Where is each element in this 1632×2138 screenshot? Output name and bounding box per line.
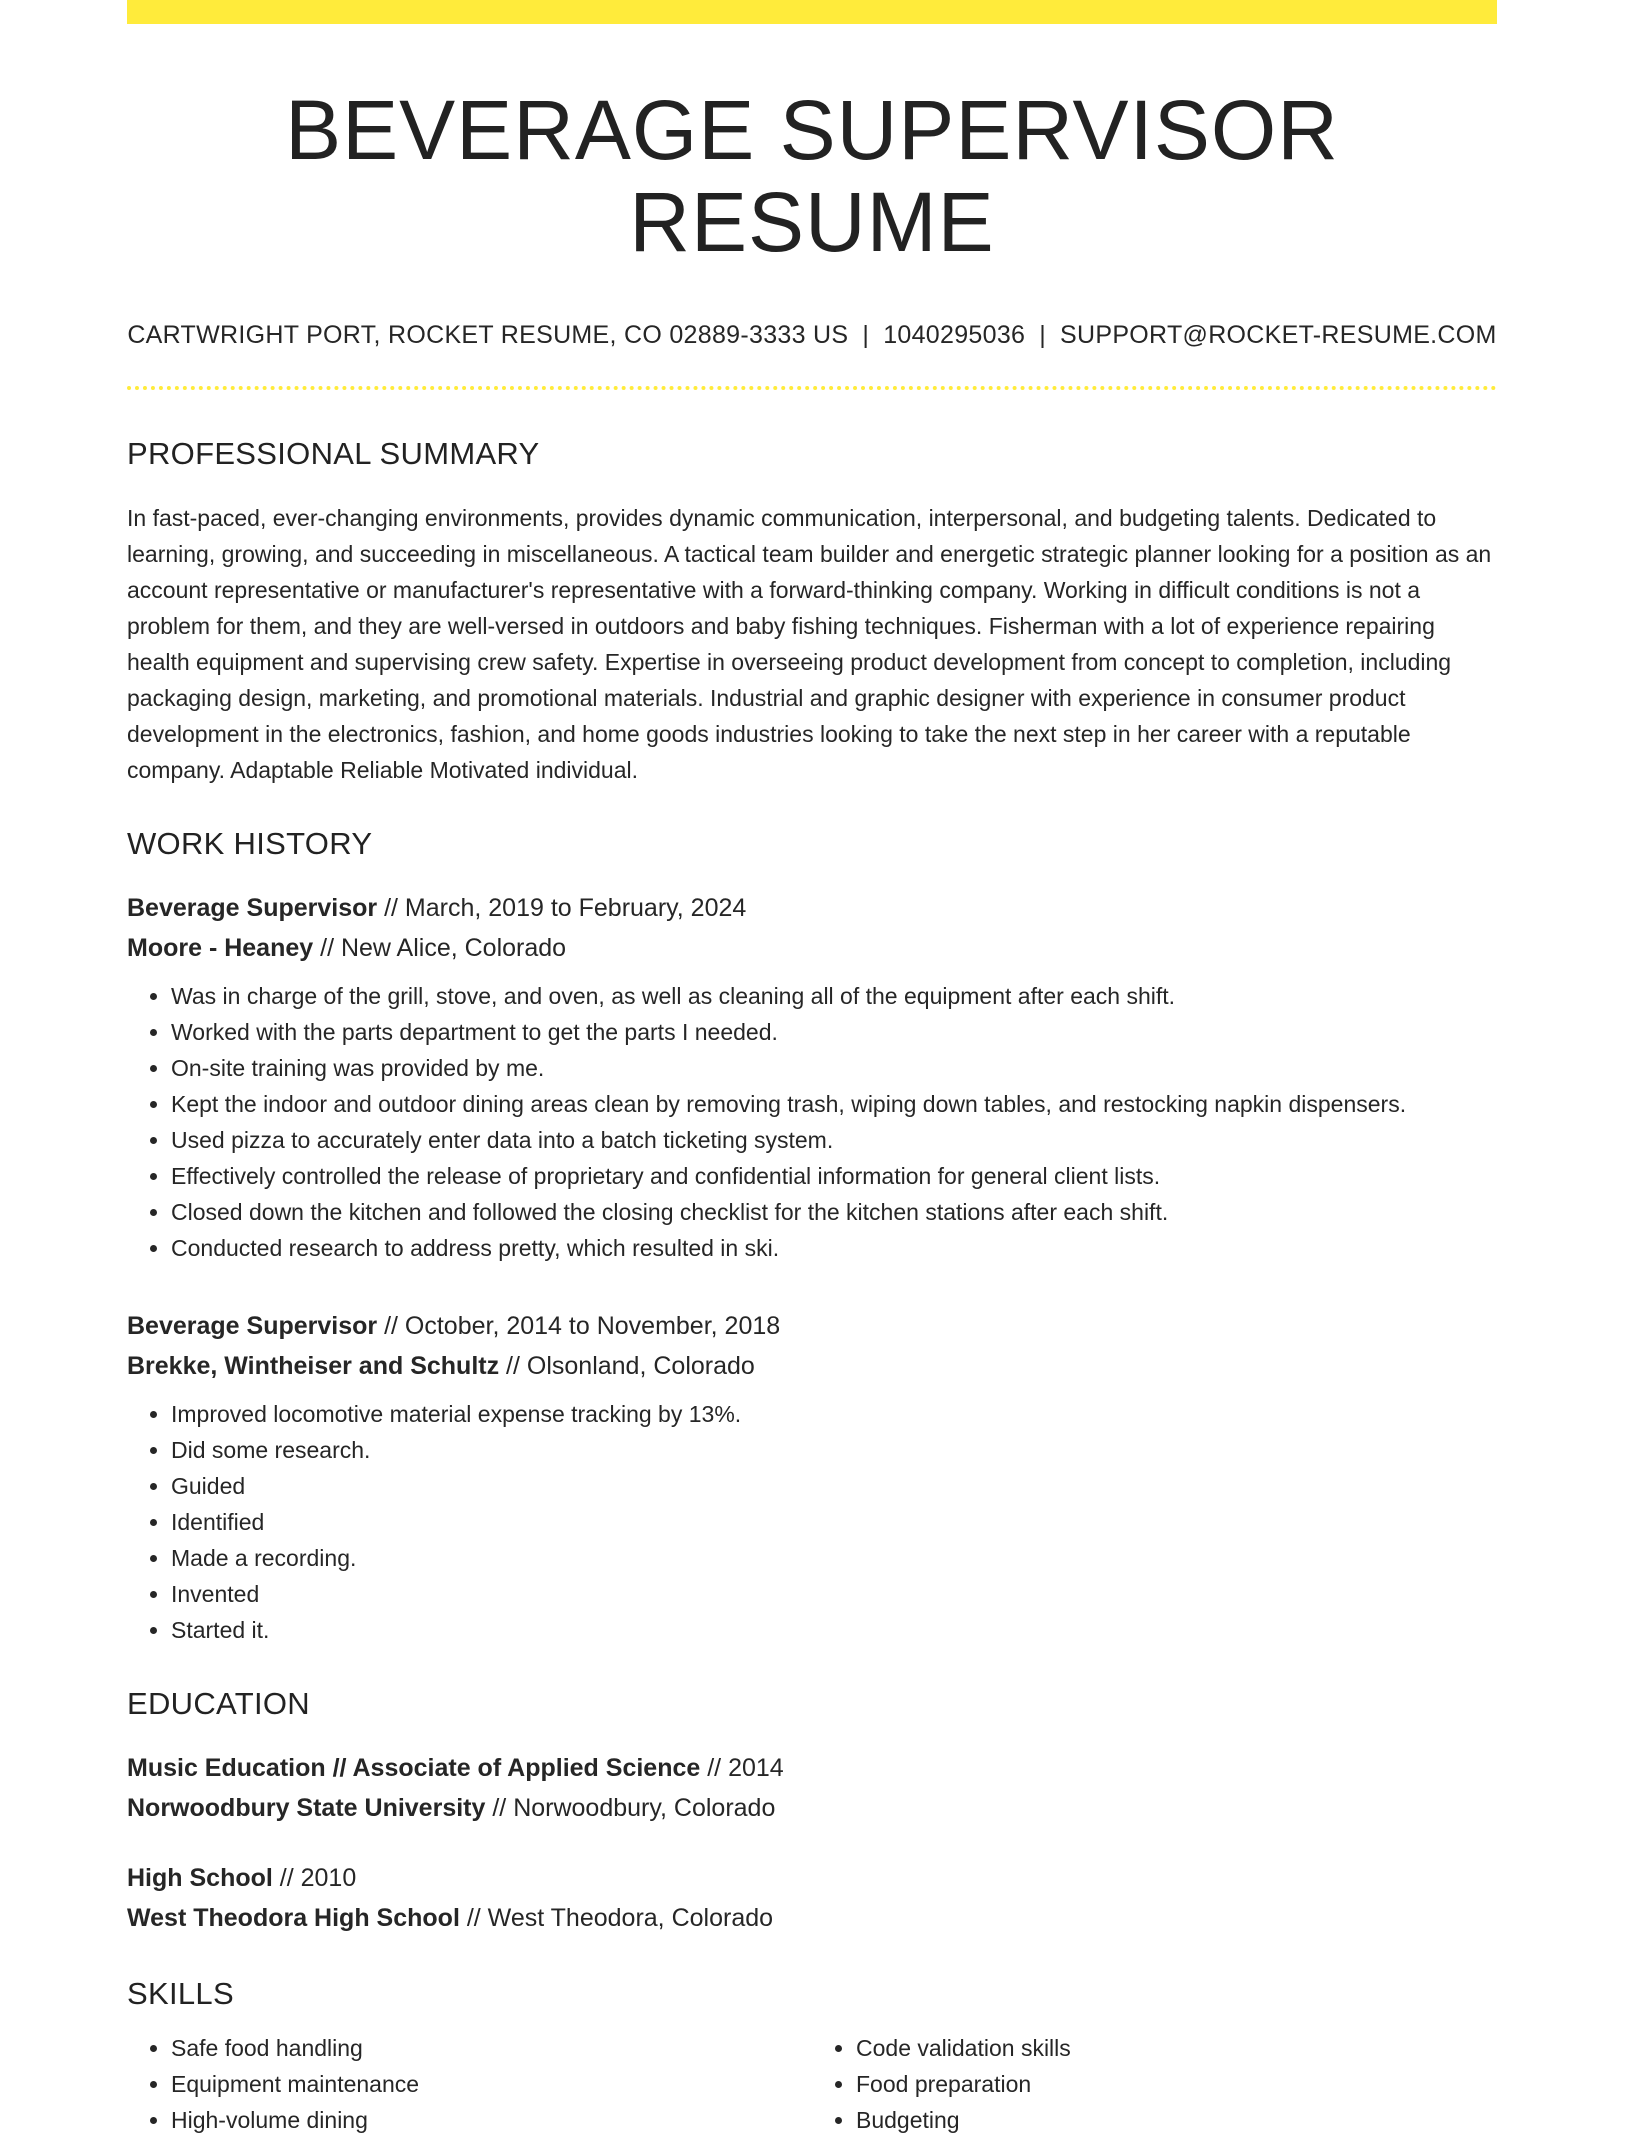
contact-email: SUPPORT@ROCKET-RESUME.COM (1060, 320, 1497, 349)
work-history-heading: WORK HISTORY (127, 825, 373, 861)
education-body (127, 1748, 1497, 1938)
education-location: // Norwoodbury, Colorado (485, 1793, 776, 1822)
job-bullet: • Effectively controlled the release of proprietary and confidential information for general client lists. (171, 1158, 1497, 1194)
job-bullet: • Kept the indoor and outdoor dining areas clean by removing trash, wiping down tables, and restocking napkin dispensers. (171, 1086, 1497, 1122)
education-location: // West Theodora, Colorado (459, 1903, 774, 1932)
job-bullets (127, 1396, 1497, 1648)
job-dates: // March, 2019 to February, 2024 (377, 893, 747, 922)
skill-item: • Safe food handling (171, 2030, 812, 2066)
work-history-body (127, 888, 1497, 1648)
job-bullet: • Invented (171, 1576, 1497, 1612)
education-year: // 2014 (700, 1753, 784, 1782)
job-title: Beverage Supervisor (127, 893, 378, 922)
job-bullet: • Worked with the parts department to get the parts I needed. (171, 1014, 1497, 1050)
resume-title: BEVERAGE SUPERVISOR RESUME (285, 83, 1339, 270)
contact-separator: | (862, 320, 870, 349)
job-company-line (127, 1346, 1497, 1386)
job-bullet: • Did some research. (171, 1432, 1497, 1468)
job-entry (127, 888, 1497, 1266)
education-school-line (127, 1898, 1497, 1938)
skill-item: • Equipment maintenance (171, 2066, 812, 2102)
job-bullet: • Started it. (171, 1612, 1497, 1648)
skill-item: • Food preparation (856, 2066, 1497, 2102)
job-bullet: • Was in charge of the grill, stove, and oven, as well as cleaning all of the equipment after each shift. (171, 978, 1497, 1014)
skills-section (127, 1976, 1497, 2138)
contact-separator: | (1039, 320, 1047, 349)
education-entry (127, 1858, 1497, 1938)
job-bullet: • Guided (171, 1468, 1497, 1504)
education-school: West Theodora High School (127, 1903, 460, 1932)
skill-item: • Budgeting (856, 2102, 1497, 2138)
skill-item: • Code validation skills (856, 2030, 1497, 2066)
contact-phone: 1040295036 (883, 320, 1026, 349)
education-degree-line (127, 1748, 1497, 1788)
job-company-line (127, 928, 1497, 968)
education-school: Norwoodbury State University (127, 1793, 486, 1822)
job-location: // Olsonland, Colorado (499, 1351, 755, 1380)
job-title-line (127, 888, 1497, 928)
job-bullet: • Closed down the kitchen and followed the closing checklist for the kitchen stations after each shift. (171, 1194, 1497, 1230)
skill-item: • High-volume dining (171, 2102, 812, 2138)
job-bullet: • On-site training was provided by me. (171, 1050, 1497, 1086)
education-degree: Music Education // Associate of Applied Science (127, 1753, 701, 1782)
job-bullet: • Conducted research to address pretty, which resulted in ski. (171, 1230, 1497, 1266)
education-degree: High School (127, 1863, 273, 1892)
resume-page (127, 0, 1497, 2138)
job-company: Moore - Heaney (127, 933, 314, 962)
job-company: Brekke, Wintheiser and Schultz (127, 1351, 500, 1380)
education-entry (127, 1748, 1497, 1828)
job-bullet: • Identified (171, 1504, 1497, 1540)
summary-heading: PROFESSIONAL SUMMARY (127, 435, 540, 471)
contact-address: CARTWRIGHT PORT, ROCKET RESUME, CO 02889-3333 US (127, 320, 849, 349)
job-entry (127, 1306, 1497, 1648)
education-section (127, 1686, 1497, 1938)
summary-text: In fast-paced, ever-changing environments, provides dynamic communication, interpersonal, and budgeting talents. Dedicated to learning, growing, and succeeding in miscellaneous. A tactical team builder and energetic strategic planner looking for a position as an account representative or manufacturer's representative with a forward-thinking company. Working in difficult conditions is not a problem for them, and they are well-versed in outdoors and baby fishing techniques. Fisherman with a lot of experience repairing health equipment and supervising crew safety. Expertise in overseeing product development from concept to completion, including packaging design, marketing, and promotional materials. Industrial and graphic designer with experience in consumer product development in the electronics, fashion, and home goods industries looking to take the next step in her career with a reputable company. Adaptable Reliable Motivated individual. (127, 504, 1492, 783)
skills-heading: SKILLS (127, 1975, 234, 2011)
education-school-line (127, 1788, 1497, 1828)
job-bullets (127, 978, 1497, 1266)
job-bullet: • Improved locomotive material expense tracking by 13%. (171, 1396, 1497, 1432)
job-title: Beverage Supervisor (127, 1311, 378, 1340)
job-bullet: • Used pizza to accurately enter data into a batch ticketing system. (171, 1122, 1497, 1158)
work-history-section (127, 826, 1497, 1648)
accent-top-bar (127, 0, 1497, 24)
skills-right-column (812, 2030, 1497, 2138)
job-bullet: • Made a recording. (171, 1540, 1497, 1576)
job-location: // New Alice, Colorado (313, 933, 567, 962)
education-degree-line (127, 1858, 1497, 1898)
education-heading: EDUCATION (127, 1685, 310, 1721)
contact-line (127, 321, 1497, 350)
education-year: // 2010 (272, 1863, 357, 1892)
dotted-divider (127, 386, 1497, 390)
skills-columns (127, 2030, 1497, 2138)
job-title-line (127, 1306, 1497, 1346)
job-dates: // October, 2014 to November, 2018 (377, 1311, 781, 1340)
skills-left-column (127, 2030, 812, 2138)
summary-section (127, 436, 1497, 788)
